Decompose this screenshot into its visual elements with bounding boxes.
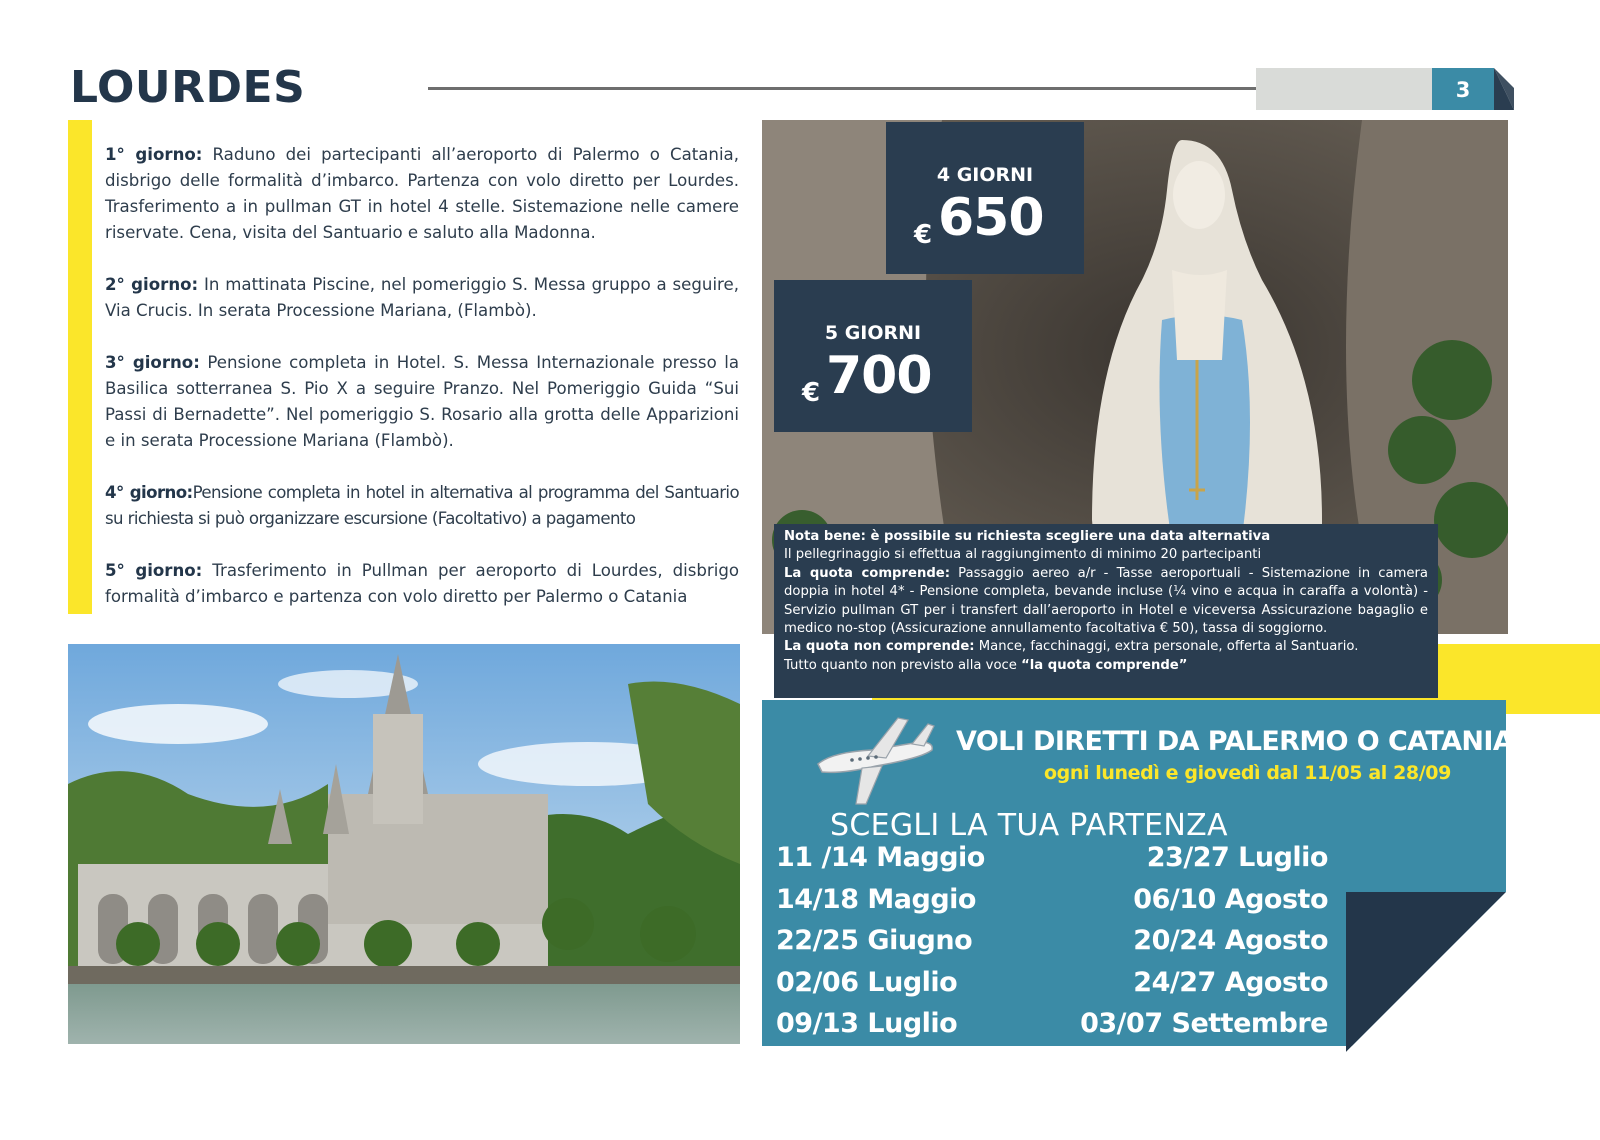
price-duration: 5 GIORNI: [824, 322, 922, 344]
day-label: 3° giorno:: [105, 353, 200, 372]
minimum-participants: Il pellegrinaggio si effettua al raggiungimento di minimo 20 partecipanti: [784, 547, 1262, 563]
everything-else-bold: “la quota comprende”: [1021, 657, 1188, 673]
day-text: Trasferimento in Pullman per aeroporto di Lourdes, disbrigo formalità d’imbarco e partenza con volo diretto per Palermo o Catania: [105, 561, 740, 606]
day-text: Raduno dei partecipanti all’aeroporto di Palermo o Catania, disbrigo delle formalità d’imbarco. Partenza con volo diretto per Lourdes. Trasferimento a in pullman GT in hotel 4 stelle. Sistemazione nelle camere riservate. Cena, visita del Santuario e saluto alla Madonna.: [105, 145, 740, 242]
itinerary-accent-bar: [68, 120, 92, 614]
day-label: 1° giorno:: [105, 145, 203, 164]
departure-date: 03/07 Settembre: [1080, 1008, 1328, 1039]
choose-departure-heading: SCEGLI LA TUA PARTENZA: [830, 808, 1228, 843]
airplane-icon: [812, 712, 936, 808]
itinerary-day-5: [105, 558, 739, 610]
departure-date: 11 /14 Maggio: [776, 842, 985, 873]
day-text: Pensione completa in Hotel. S. Messa Internazionale presso la Basilica sotterranea S. Pio X a seguire Pranzo. Nel Pomeriggio Guida “Sui Passi di Bernadette”. Nel pomeriggio S. Rosario alla grotta delle Apparizioni e in serata Processione Mariana (Flambò).: [105, 353, 740, 450]
price-value: 650: [938, 188, 1044, 248]
day-label: 2° giorno:: [105, 275, 199, 294]
page-title: LOURDES: [70, 62, 306, 113]
price-value: 700: [826, 346, 932, 406]
excludes-text: Mance, facchinaggi, extra personale, offerta al Santuario.: [974, 639, 1359, 655]
price-box-5-days: [774, 280, 972, 432]
header-rule: [428, 87, 1256, 90]
itinerary-day-3: [105, 350, 739, 454]
nota-bene: Nota bene: è possibile su richiesta scegliere una data alternativa: [784, 529, 1271, 544]
basilica-photo: [68, 644, 740, 1044]
page-number: 3: [1455, 78, 1471, 102]
price-box-4-days: [886, 122, 1084, 274]
departure-date: 22/25 Giugno: [776, 925, 973, 956]
day-label: 4° giorno:: [105, 483, 193, 502]
everything-else-text: Tutto quanto non previsto alla voce: [784, 657, 1022, 673]
itinerary: [105, 142, 739, 636]
departure-date: 23/27 Luglio: [1146, 842, 1328, 873]
excludes-label: La quota non comprende:: [784, 639, 975, 655]
price-duration: 4 GIORNI: [936, 164, 1034, 186]
includes-text: Passaggio aereo a/r - Tasse aeroportuali - Sistemazione in camera doppia in hotel 4* - Pensione completa, bevande incluse (¼ vino e acqua in caraffa a volontà) - Servizio pullman GT per i transfert dall’aeroporto in Hotel e viceversa Assicurazione bagaglio e medico no-stop (Assicurazione annullamento facoltativa € 50), tassa di soggiorno.: [784, 565, 1428, 637]
departure-date: 14/18 Maggio: [776, 884, 976, 915]
day-text: In mattinata Piscine, nel pomeriggio S. Messa gruppo a seguire, Via Crucis. In serata Processione Mariana, (Flambò).: [105, 275, 739, 320]
itinerary-day-2: [105, 272, 739, 324]
departure-date: 02/06 Luglio: [776, 967, 958, 998]
departure-date: 09/13 Luglio: [776, 1008, 958, 1039]
day-text: Pensione completa in hotel in alternativa al programma del Santuario su richiesta si può organizzare escursione (Facoltativo) a pagamento: [105, 483, 739, 528]
departure-date: 20/24 Agosto: [1133, 925, 1328, 956]
page-fold-corner: [1346, 892, 1506, 1052]
includes-label: La quota comprende:: [784, 565, 950, 581]
header-gray-block: [1256, 68, 1432, 110]
departure-date: 06/10 Agosto: [1133, 884, 1328, 915]
flights-subtitle: ogni lunedì e giovedì dal 11/05 al 28/09: [1044, 762, 1451, 784]
itinerary-day-4: [105, 480, 739, 532]
price-currency: €: [914, 220, 933, 250]
departure-date: 24/27 Agosto: [1133, 967, 1328, 998]
flights-title: VOLI DIRETTI DA PALERMO O CATANIA: [956, 726, 1514, 757]
notes-box: [774, 524, 1438, 698]
day-label: 5° giorno:: [105, 561, 203, 580]
itinerary-day-1: [105, 142, 739, 246]
price-currency: €: [802, 378, 821, 408]
